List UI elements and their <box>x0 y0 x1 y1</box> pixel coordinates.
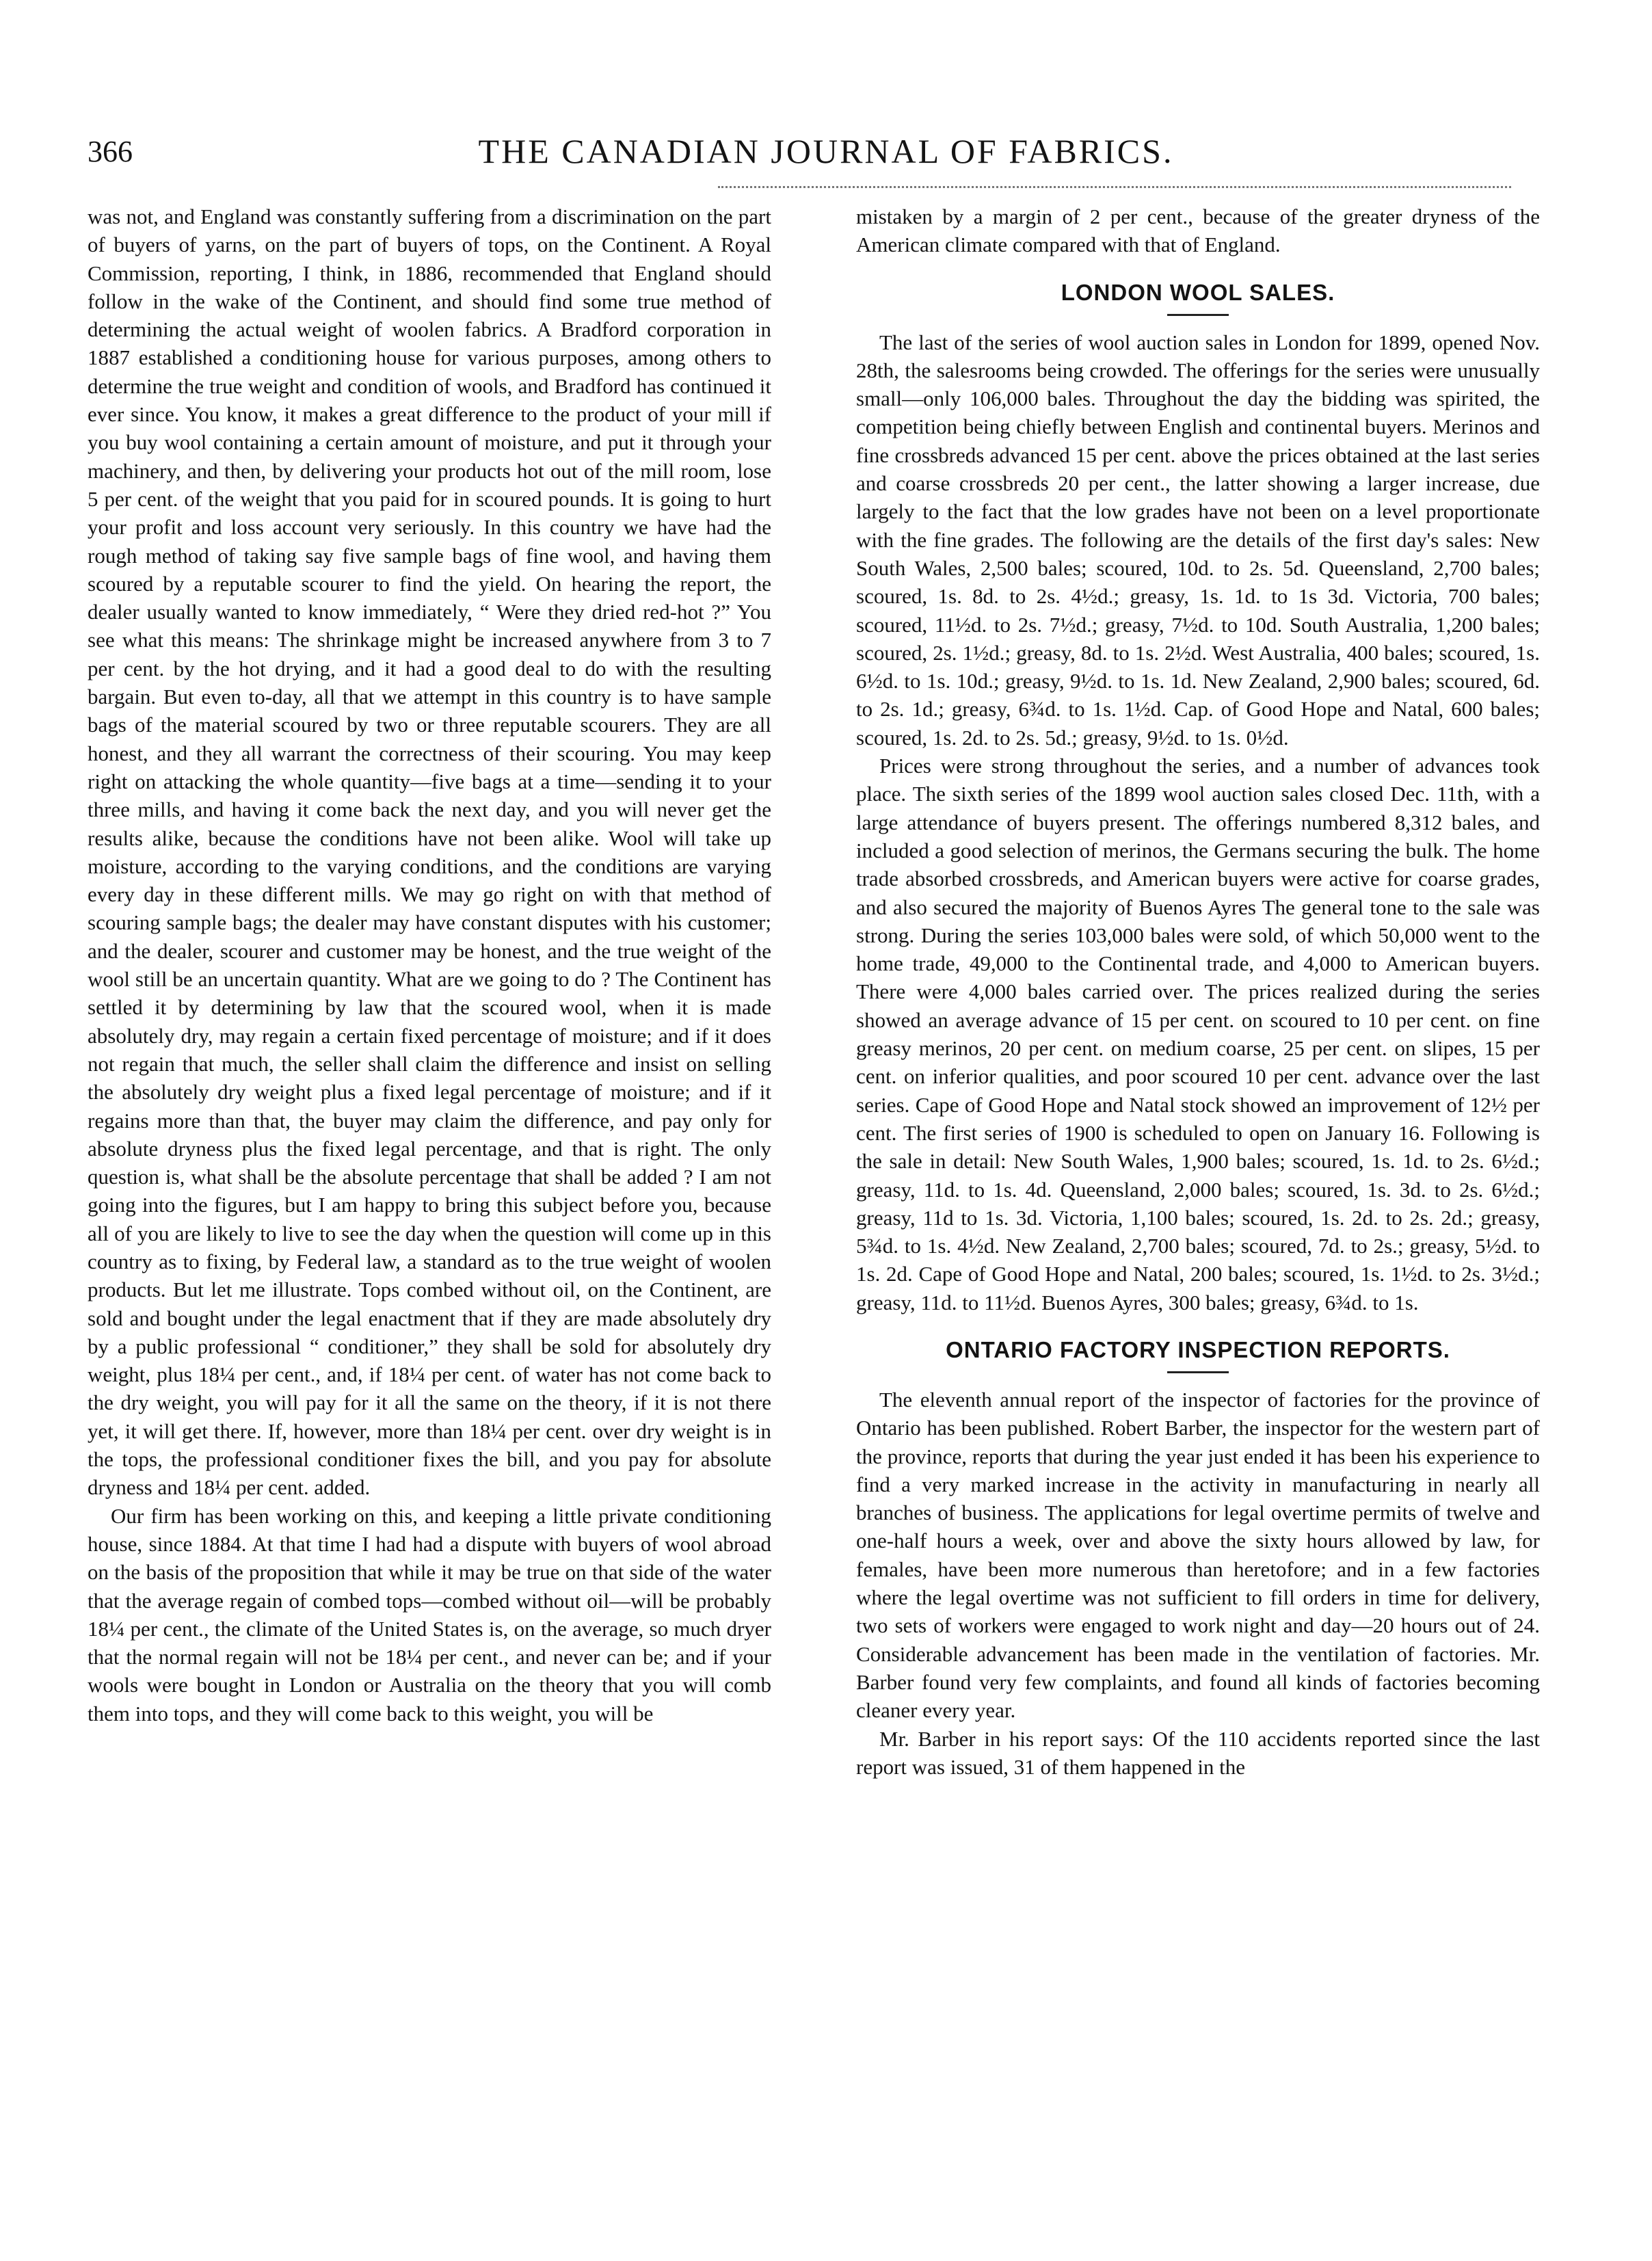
factory-paragraph-2: Mr. Barber in his report says: Of the 110 accidents reported since the last report was issued, 31 of them happened in the <box>856 1726 1540 1779</box>
left-paragraph-our-firm: Our firm has been working on this, and keeping a little private conditioning house, since 1884. At that time I had had a dispute with buyers of wool abroad on the basis of the proposition that while it may be true on that side of the water that the average regain of combed tops—combed without oil—will be probably 18¼ per cent., the climate of the United States is, on the average, so much dryer that the normal regain will not be 18¼ per cent., and never can be; and if your wools were bought in London or Australia on the theory that you will comb them into tops, and they will come back to this weight, you will be <box>88 1503 771 1726</box>
page-header <box>0 0 1652 191</box>
factory-paragraph-1: The eleventh annual report of the inspector of factories for the province of Ontario has been published. Robert Barber, the inspector for the western part of the province, reports that during the year just ended it has been his experience to find a very marked increase in the activity in manufacturing in nearly all branches of business. The applications for legal overtime permits of twelve and one-half hours a week, over and above the sixty hours allowed by law, for females, have been more numerous than heretofore; and in a few factories where the legal overtime was not sufficient to fill orders in time for delivery, two sets of workers were engaged to work night and day—20 hours out of 24. Considerable advancement has been made in the ventilation of factories. Mr. Barber found very few complaints, and found all kinds of factories becoming cleaner every year. <box>856 1387 1540 1723</box>
header-rule <box>718 186 1511 188</box>
heading-rule <box>1167 314 1229 316</box>
right-column <box>856 202 1540 2240</box>
page-number: 366 <box>88 135 133 168</box>
right-paragraph-continued: mistaken by a margin of 2 per cent., because of the greater dryness of the American climate compared with that of England. <box>856 204 1540 257</box>
heading-london-wool-sales: LONDON WOOL SALES. <box>1061 279 1335 305</box>
wool-sales-paragraph-2: Prices were strong throughout the series, and a number of advances took place. The sixth series of the 1899 wool auction sales closed Dec. 11th, with a large attendance of buyers present. The offerings numbered 8,312 bales, and included a good selection of merinos, the Germans securing the bulk. The home trade absorbed crossbreds, and American buyers were active for coarse grades, and also secured the majority of Buenos Ayres The general tone to the sale was strong. During the series 103,000 bales were sold, of which 50,000 went to the home trade, 49,000 to the Continental trade, and 4,000 to American buyers. There were 4,000 bales carried over. The prices realized during the series showed an average advance of 15 per cent. on scoured to 10 per cent. on fine greasy merinos, 20 per cent. on medium coarse, 25 per cent. on slipes, 15 per cent. on inferior qualities, and poor scoured 10 per cent. advance over the last series. Cape of Good Hope and Natal stock showed an improvement of 12½ per cent. The first series of 1900 is scheduled to open on January 16. Following is the sale in detail: New South Wales, 1,900 bales; scoured, 1s. 1d. to 2s. 6½d.; greasy, 11d. to 1s. 4d. Queensland, 2,000 bales; scoured, 1s. 3d. to 2s. 6½d.; greasy, 11d to 1s. 3d. Victoria, 1,100 bales; scoured, 1s. 2d. to 2s. 2d.; greasy, 5¾d. to 1s. 4½d. New Zealand, 2,700 bales; scoured, 7d. to 2s.; greasy, 5½d. to 1s. 2d. Cape of Good Hope and Natal, 200 bales; scoured, 1s. 1½d. to 2s. 3½d.; greasy, 11d. to 11½d. Buenos Ayres, 300 bales; greasy, 6¾d. to 1s. <box>856 754 1540 1314</box>
left-column <box>88 202 771 2240</box>
heading-rule <box>1167 1371 1229 1373</box>
heading-ontario-factory-inspection: ONTARIO FACTORY INSPECTION REPORTS. <box>946 1336 1450 1362</box>
journal-title: THE CANADIAN JOURNAL OF FABRICS. <box>478 132 1174 170</box>
wool-sales-paragraph-1: The last of the series of wool auction sales in London for 1899, opened Nov. 28th, the salesrooms being crowded. The offerings for the series were unusually small—only 106,000 bales. Throughout the day the bidding was spirited, the competition being chiefly between English and continental buyers. Merinos and fine crossbreds advanced 15 per cent. above the prices obtained at the last series and coarse crossbreds 20 per cent., the latter showing a larger increase, due largely to the fact that the low grades have not been on a level proportionate with the fine grades. The following are the details of the first day's sales: New South Wales, 2,500 bales; scoured, 10d. to 2s. 5d. Queensland, 2,700 bales; scoured, 1s. 8d. to 2s. 4½d.; greasy, 1s. 1d. to 1s 3d. Victoria, 700 bales; scoured, 11½d. to 2s. 7½d.; greasy, 7½d. to 10d. South Australia, 1,200 bales; scoured, 2s. 1½d.; greasy, 8d. to 1s. 2½d. West Australia, 400 bales; scoured, 1s. 6½d. to 1s. 10d.; greasy, 9½d. to 1s. 1d. New Zealand, 2,900 bales; scoured, 6d. to 2s. 1d.; greasy, 6¾d. to 1s. 1½d. Cap. of Good Hope and Natal, 600 bales; scoured, 1s. 2d. to 2s. 5d.; greasy, 9½d. to 1s. 0½d. <box>856 330 1540 750</box>
left-paragraph-continued: was not, and England was constantly suffering from a discrimination on the part of buyers of yarns, on the part of buyers of tops, on the Continent. A Royal Commission, reporting, I think, in 1886, recommended that England should follow in the wake of the Continent, and should find some true method of determining the actual weight of woolen fabrics. A Bradford corporation in 1887 established a conditioning house for various purposes, among others to determine the true weight and condition of wools, and Bradford has continued it ever since. You know, it makes a great difference to the product of your mill if you buy wool containing a certain amount of moisture, and put it through your machinery, and then, by delivering your products hot out of the mill room, lose 5 per cent. of the weight that you paid for in scoured pounds. It is going to hurt your profit and loss account very seriously. In this country we have had the rough method of taking say five sample bags of fine wool, and having them scoured by a reputable scourer to find the yield. On hearing the report, the dealer usually wanted to know immediately, “ Were they dried red-hot ?” You see what this means: The shrinkage might be increased anywhere from 3 to 7 per cent. by the hot drying, and it had a good deal to do with the resulting bargain. But even to-day, all that we attempt in this country is to have sample bags of the material scoured by two or three reputable scourers. They are all honest, and they all warrant the correctness of their scouring. You may keep right on attacking the whole quantity—five bags at a time—sending it to your three mills, and having it come back the next day, and you will never get the results alike, because the conditions have not been alike. Wool will take up moisture, according to the varying conditions, and the conditions are varying every day in these different mills. We may go right on with that method of scouring sample bags; the dealer may have constant disputes with his customer; and the dealer, scourer and customer may be honest, and the true weight of the wool still be an uncertain quantity. What are we going to do ? The Continent has settled it by determining by law that the scoured wool, when it is made absolutely dry, may regain a certain fixed percentage of moisture; and if it does not regain that much, the seller shall claim the difference and insist on selling the absolutely dry weight plus a fixed legal percentage of moisture; and if it regains more than that, the buyer may claim the difference, and pay only for absolute dryness plus the fixed legal percentage, and that is right. The only question is, what shall be the absolute percentage that shall be added ? I am not going into the figures, but I am happy to bring this subject before you, because all of you are likely to live to see the day when the question will come up in this country as to fixing, by Federal law, a standard as to the true weight of woolen products. But let me illustrate. Tops combed without oil, on the Continent, are sold and bought under the legal enactment that if they are made absolutely dry by a public professional “ conditioner,” they shall be sold for absolutely dry weight, plus 18¼ per cent., and, if 18¼ per cent. of water has not come back to the dry weight, you will pay for it all the same on the theory, if it is not there yet, it will get there. If, however, more than 18¼ per cent. over dry weight is in the tops, the professional conditioner fixes the bill, and you pay for absolute dryness and 18¼ per cent. added. <box>88 204 771 1500</box>
